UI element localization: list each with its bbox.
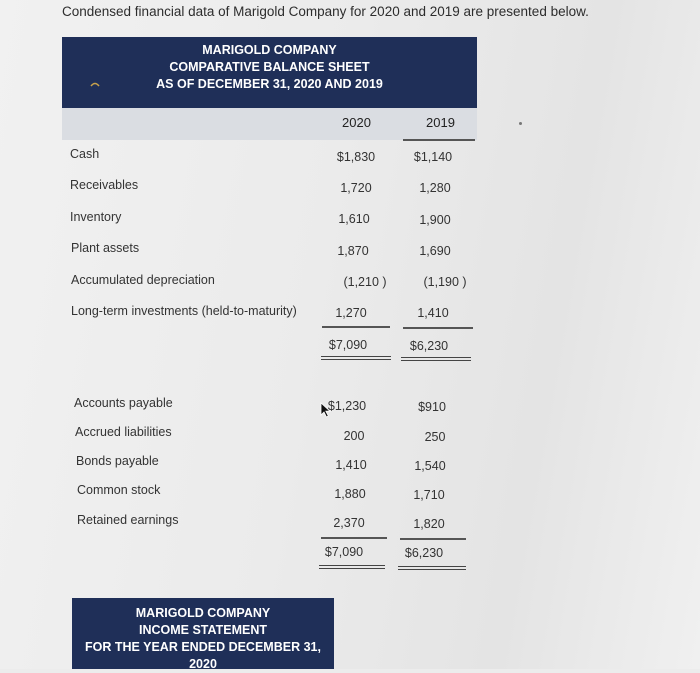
liability-value-2020: 2,370	[333, 516, 365, 530]
year-2020-header: 2020	[342, 115, 371, 130]
liability-value-2020: 200	[343, 429, 365, 443]
asset-value-2019: (1,190 )	[423, 275, 467, 289]
asset-label: Receivables	[70, 178, 139, 192]
liabilities-total-2020: $7,090	[324, 545, 364, 559]
income-statement-header	[72, 598, 334, 669]
liabilities-subtotal-rule-2020	[321, 537, 387, 539]
intro-text: Condensed financial data of Marigold Company for 2020 and 2019 are presented below.	[62, 4, 589, 19]
statement-title: COMPARATIVE BALANCE SHEET	[169, 60, 370, 74]
statement-period: FOR THE YEAR ENDED DECEMBER 31, 2020	[85, 640, 321, 671]
assets-total-2020: $7,090	[328, 338, 368, 352]
company-name: MARIGOLD COMPANY	[202, 43, 337, 57]
liabilities-total-double-rule-2019	[398, 566, 466, 570]
company-name: MARIGOLD COMPANY	[135, 606, 271, 620]
balance-sheet-header	[62, 37, 477, 108]
liability-label: Accrued liabilities	[75, 425, 172, 439]
year-2019-underline	[403, 139, 475, 141]
statement-date: AS OF DECEMBER 31, 2020 AND 2019	[156, 77, 383, 91]
liability-label: Bonds payable	[76, 454, 159, 468]
asset-value-2020: 1,870	[337, 244, 369, 258]
liability-value-2019: $910	[418, 400, 446, 414]
liability-value-2020: 1,410	[335, 458, 367, 472]
assets-total-2019: $6,230	[409, 339, 449, 353]
stray-mark	[519, 122, 522, 125]
year-header-band	[62, 108, 477, 140]
asset-label: Plant assets	[71, 241, 140, 255]
assets-total-double-rule-2020	[321, 356, 391, 360]
liability-value-2019: 1,540	[414, 459, 446, 473]
liabilities-subtotal-rule-2019	[400, 538, 466, 540]
asset-value-2019: $1,140	[413, 150, 453, 164]
asset-value-2019: 1,280	[419, 181, 451, 195]
liability-label: Common stock	[77, 483, 161, 497]
asset-value-2020: (1,210 )	[343, 275, 387, 289]
liability-label: Accounts payable	[74, 396, 173, 410]
asset-value-2020: 1,720	[340, 181, 372, 195]
asset-value-2019: 1,900	[419, 213, 451, 227]
asset-value-2019: 1,690	[419, 244, 451, 258]
mouse-pointer-icon	[320, 402, 332, 418]
liabilities-total-2019: $6,230	[404, 546, 444, 560]
asset-value-2019: 1,410	[417, 306, 449, 320]
asset-value-2020: 1,270	[335, 306, 367, 320]
asset-label: Cash	[70, 147, 100, 161]
year-2019-header: 2019	[426, 115, 455, 130]
liability-label: Retained earnings	[77, 513, 179, 527]
assets-total-double-rule-2019	[401, 357, 471, 361]
assets-subtotal-rule-2020	[322, 326, 390, 328]
liability-value-2019: 250	[424, 430, 446, 444]
asset-label: Accumulated depreciation	[71, 273, 215, 287]
liability-value-2020: 1,880	[334, 487, 366, 501]
liability-value-2019: 1,710	[413, 488, 445, 502]
asset-value-2020: $1,830	[336, 150, 376, 164]
swirl-icon	[88, 78, 102, 92]
liability-value-2020: $1,230	[327, 399, 367, 413]
assets-subtotal-rule-2019	[403, 327, 473, 329]
asset-label: Inventory	[70, 210, 122, 224]
asset-value-2020: 1,610	[338, 212, 370, 226]
liabilities-total-double-rule-2020	[319, 565, 385, 569]
liability-value-2019: 1,820	[413, 517, 445, 531]
statement-title: INCOME STATEMENT	[138, 623, 267, 637]
asset-label: Long-term investments (held-to-maturity)	[71, 304, 297, 318]
